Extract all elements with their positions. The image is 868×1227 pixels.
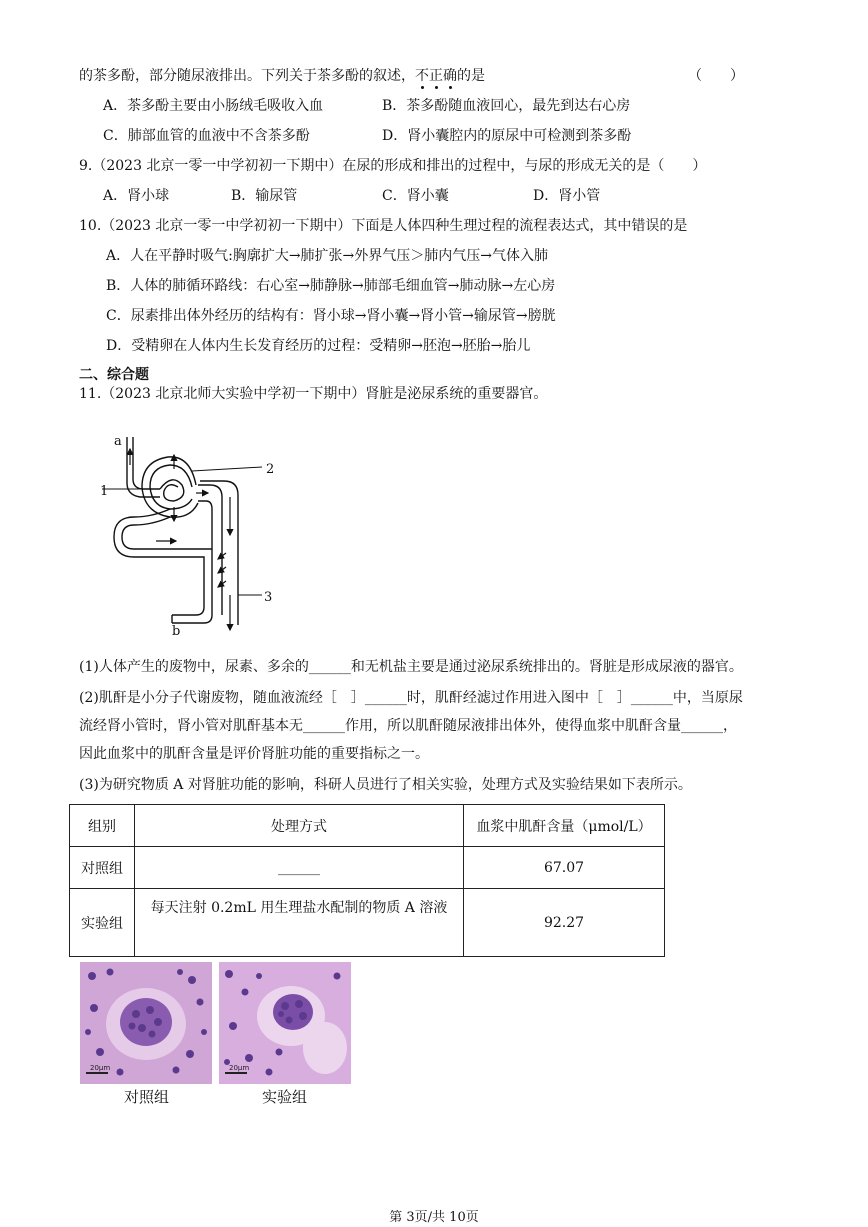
q11-part2-line3: 因此血浆中的肌酐含量是评价肾脏功能的重要指标之一。 <box>79 746 429 762</box>
table-cell: 92.27 <box>464 889 665 957</box>
diagram-label-2: 2 <box>266 462 275 477</box>
q9-option-c: C．肾小囊 <box>382 188 449 204</box>
table-header-cell: 血浆中肌酐含量（μmol/L） <box>464 805 665 847</box>
q9-option-b: B．输尿管 <box>231 188 298 204</box>
q9-stem: 9.（2023 北京一零一中学初初一下期中）在尿的形成和排出的过程中，与尿的形成无关的是（ ） <box>79 158 707 174</box>
page-footer: 第 3页/共 10页 <box>389 1210 479 1225</box>
table-cell: 实验组 <box>70 889 135 957</box>
q8-option-a: A．茶多酚主要由小肠绒毛吸收入血 <box>103 98 324 114</box>
diagram-label-a: a <box>114 434 122 449</box>
table-cell: ______ <box>135 847 464 889</box>
table-header-cell: 组别 <box>70 805 135 847</box>
diagram-label-1: 1 <box>100 484 109 499</box>
table-header-cell: 处理方式 <box>135 805 464 847</box>
q8-option-c: C．肺部血管的血液中不含茶多酚 <box>103 128 310 144</box>
q10-option-b: B．人体的肺循环路线：右心室→肺静脉→肺部毛细血管→肺动脉→左心房 <box>106 278 556 294</box>
q10-option-a: A．人在平静时吸气:胸廓扩大→肺扩张→外界气压＞肺内气压→气体入肺 <box>106 248 549 264</box>
q11-stem: 11.（2023 北京北师大实验中学初一下期中）肾脏是泌尿系统的重要器官。 <box>79 386 548 402</box>
experiment-caption: 实验组 <box>262 1088 308 1106</box>
table-row <box>70 889 665 957</box>
svg-text:20μm: 20μm <box>229 1064 250 1072</box>
q11-part2-line1: (2)肌酐是小分子代谢废物，随血液流经［ ］______时，肌酐经滤过作用进入图中［ ］______中，当原尿 <box>79 690 743 706</box>
q11-part2-line2: 流经肾小管时，肾小管对肌酐基本无______作用，所以肌酐随尿液排出体外，使得血浆中肌酐含量______， <box>79 718 737 734</box>
q11-part1: (1)人体产生的废物中，尿素、多余的______和无机盐主要是通过泌尿系统排出的。肾脏是形成尿液的器官。 <box>79 659 743 675</box>
q9-option-a: A．肾小球 <box>103 188 170 204</box>
diagram-label-b: b <box>172 624 181 639</box>
nephron-diagram <box>100 425 290 640</box>
q8-option-d: D．肾小囊腔内的原尿中可检测到茶多酚 <box>382 128 632 144</box>
control-micrograph <box>80 962 212 1084</box>
svg-text:20μm: 20μm <box>90 1064 111 1072</box>
diagram-label-3: 3 <box>264 590 273 605</box>
table-header-row <box>70 805 665 847</box>
table-cell: 每天注射 0.2mL 用生理盐水配制的物质 A 溶液 <box>135 889 464 957</box>
results-table <box>69 804 665 957</box>
table-cell: 对照组 <box>70 847 135 889</box>
control-caption: 对照组 <box>124 1088 170 1106</box>
q11-part3: (3)为研究物质 A 对肾脏功能的影响，科研人员进行了相关实验，处理方式及实验结果如下表所示。 <box>79 777 692 793</box>
table-cell: 67.07 <box>464 847 665 889</box>
q8-option-b: B．茶多酚随血液回心，最先到达右心房 <box>382 98 631 114</box>
q10-stem: 10.（2023 北京一零一中学初初一下期中）下面是人体四种生理过程的流程表达式，其中错误的是 <box>79 218 688 234</box>
q9-option-d: D．肾小管 <box>533 188 601 204</box>
q10-option-d: D．受精卵在人体内生长发育经历的过程：受精卵→胚泡→胚胎→胎儿 <box>106 338 531 354</box>
table-row <box>70 847 665 889</box>
q10-option-c: C．尿素排出体外经历的结构有：肾小球→肾小囊→肾小管→输尿管→膀胱 <box>106 308 556 324</box>
section-heading: 二、综合题 <box>79 367 149 383</box>
q8-answer-paren: （ ） <box>688 68 744 84</box>
q8-stem: 的茶多酚，部分随尿液排出。下列关于茶多酚的叙述，不 正 确 的是 <box>79 66 485 86</box>
experiment-micrograph <box>219 962 351 1084</box>
